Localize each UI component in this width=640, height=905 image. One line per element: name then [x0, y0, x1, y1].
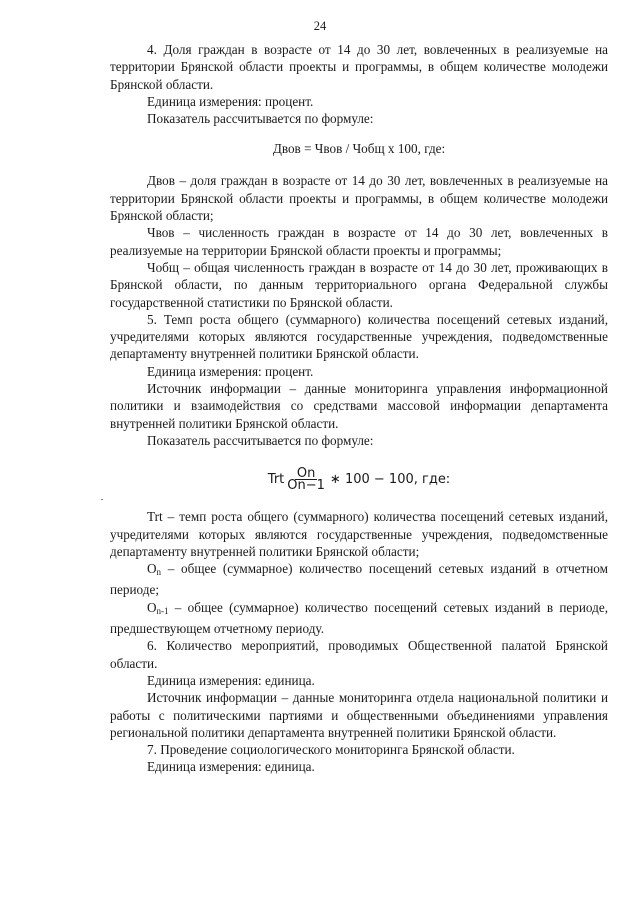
item5-source: Источник информации – данные мониторинга управления информационной политики и взаимодействия со средствами массовой информации департамента внутренней политики Брянской области. — [110, 381, 608, 431]
formula-fraction — [285, 465, 327, 493]
page-number: 24 — [313, 19, 327, 33]
formula-numerator: On — [296, 465, 316, 481]
document-body — [110, 41, 608, 776]
formula-lhs: Trt — [267, 471, 285, 487]
def-on1-subscript: n-1 — [156, 605, 169, 616]
item4-def-chvov: Чвов – численность граждан в возрасте от 14 до 30 лет, вовлеченных в реализуемые на территории Брянской области проекты и программы; — [110, 225, 608, 258]
item5-title: 5. Темп роста общего (суммарного) количества посещений сетевых изданий, учредителями которых являются государственные учреждения, подведомственные департаменту внутренней политики Брянской области. — [110, 311, 608, 362]
formula-rhs: ∗ 100 − 100, где: — [329, 471, 451, 487]
item4-unit: Единица измерения: процент. — [147, 93, 314, 109]
item5-unit: Единица измерения: процент. — [147, 363, 314, 379]
item4-def-dvov: Двов – доля граждан в возрасте от 14 до 30 лет, вовлеченных в реализуемые на территории Брянской области проекты и программы, в общем количестве молодежи Брянской области; — [110, 173, 608, 224]
item5-def-on — [110, 560, 608, 599]
formula-denominator: On−1 — [287, 477, 325, 493]
item4-formula: Двов = Чвов / Чобщ х 100, где: — [272, 141, 446, 157]
item4-title: 4. Доля граждан в возрасте от 14 до 30 лет, вовлеченных в реализуемые на территории Брянской области проекты и программы, в общем количестве молодежи Брянской области. — [110, 42, 608, 92]
item5-def-trt: Trt – темп роста общего (суммарного) количества посещений сетевых изданий, учредителями которых являются государственные учреждения, подведомственные департаменту внутренней политики Брянской области; — [110, 509, 608, 559]
item7-title: 7. Проведение социологического мониторинга Брянской области. — [147, 742, 515, 758]
def-on1-symbol: О — [147, 599, 157, 615]
item4-def-chobshch: Чобщ – общая численность граждан в возрасте от 14 до 30 лет, проживающих в Брянской области, по данным территориального органа Федеральной службы государственной статистики по Брянской области. — [110, 259, 608, 310]
item5-formula — [110, 461, 608, 497]
item4-formula-intro: Показатель рассчитывается по формуле: — [147, 111, 374, 127]
scan-mark — [101, 499, 103, 500]
item6-unit: Единица измерения: единица. — [147, 672, 315, 688]
item5-formula-intro: Показатель рассчитывается по формуле: — [147, 432, 374, 448]
item6-title: 6. Количество мероприятий, проводимых Общественной палатой Брянской области. — [110, 638, 608, 671]
def-on-text: – общее (суммарное) количество посещений сетевых изданий в отчетном периоде; — [110, 561, 608, 598]
def-on1-text: – общее (суммарное) количество посещений сетевых изданий в периоде, предшествующем отчетному периоду. — [110, 599, 608, 637]
item5-def-on1 — [110, 599, 608, 638]
def-on-symbol: О — [147, 561, 157, 577]
item7-unit: Единица измерения: единица. — [147, 759, 315, 775]
def-on-subscript: n — [156, 567, 162, 578]
item6-source: Источник информации – данные мониторинга отдела национальной политики и работы с политическими партиями и общественными объединениями управления региональной политики департамента внутренней политики Брянской области. — [110, 690, 608, 740]
